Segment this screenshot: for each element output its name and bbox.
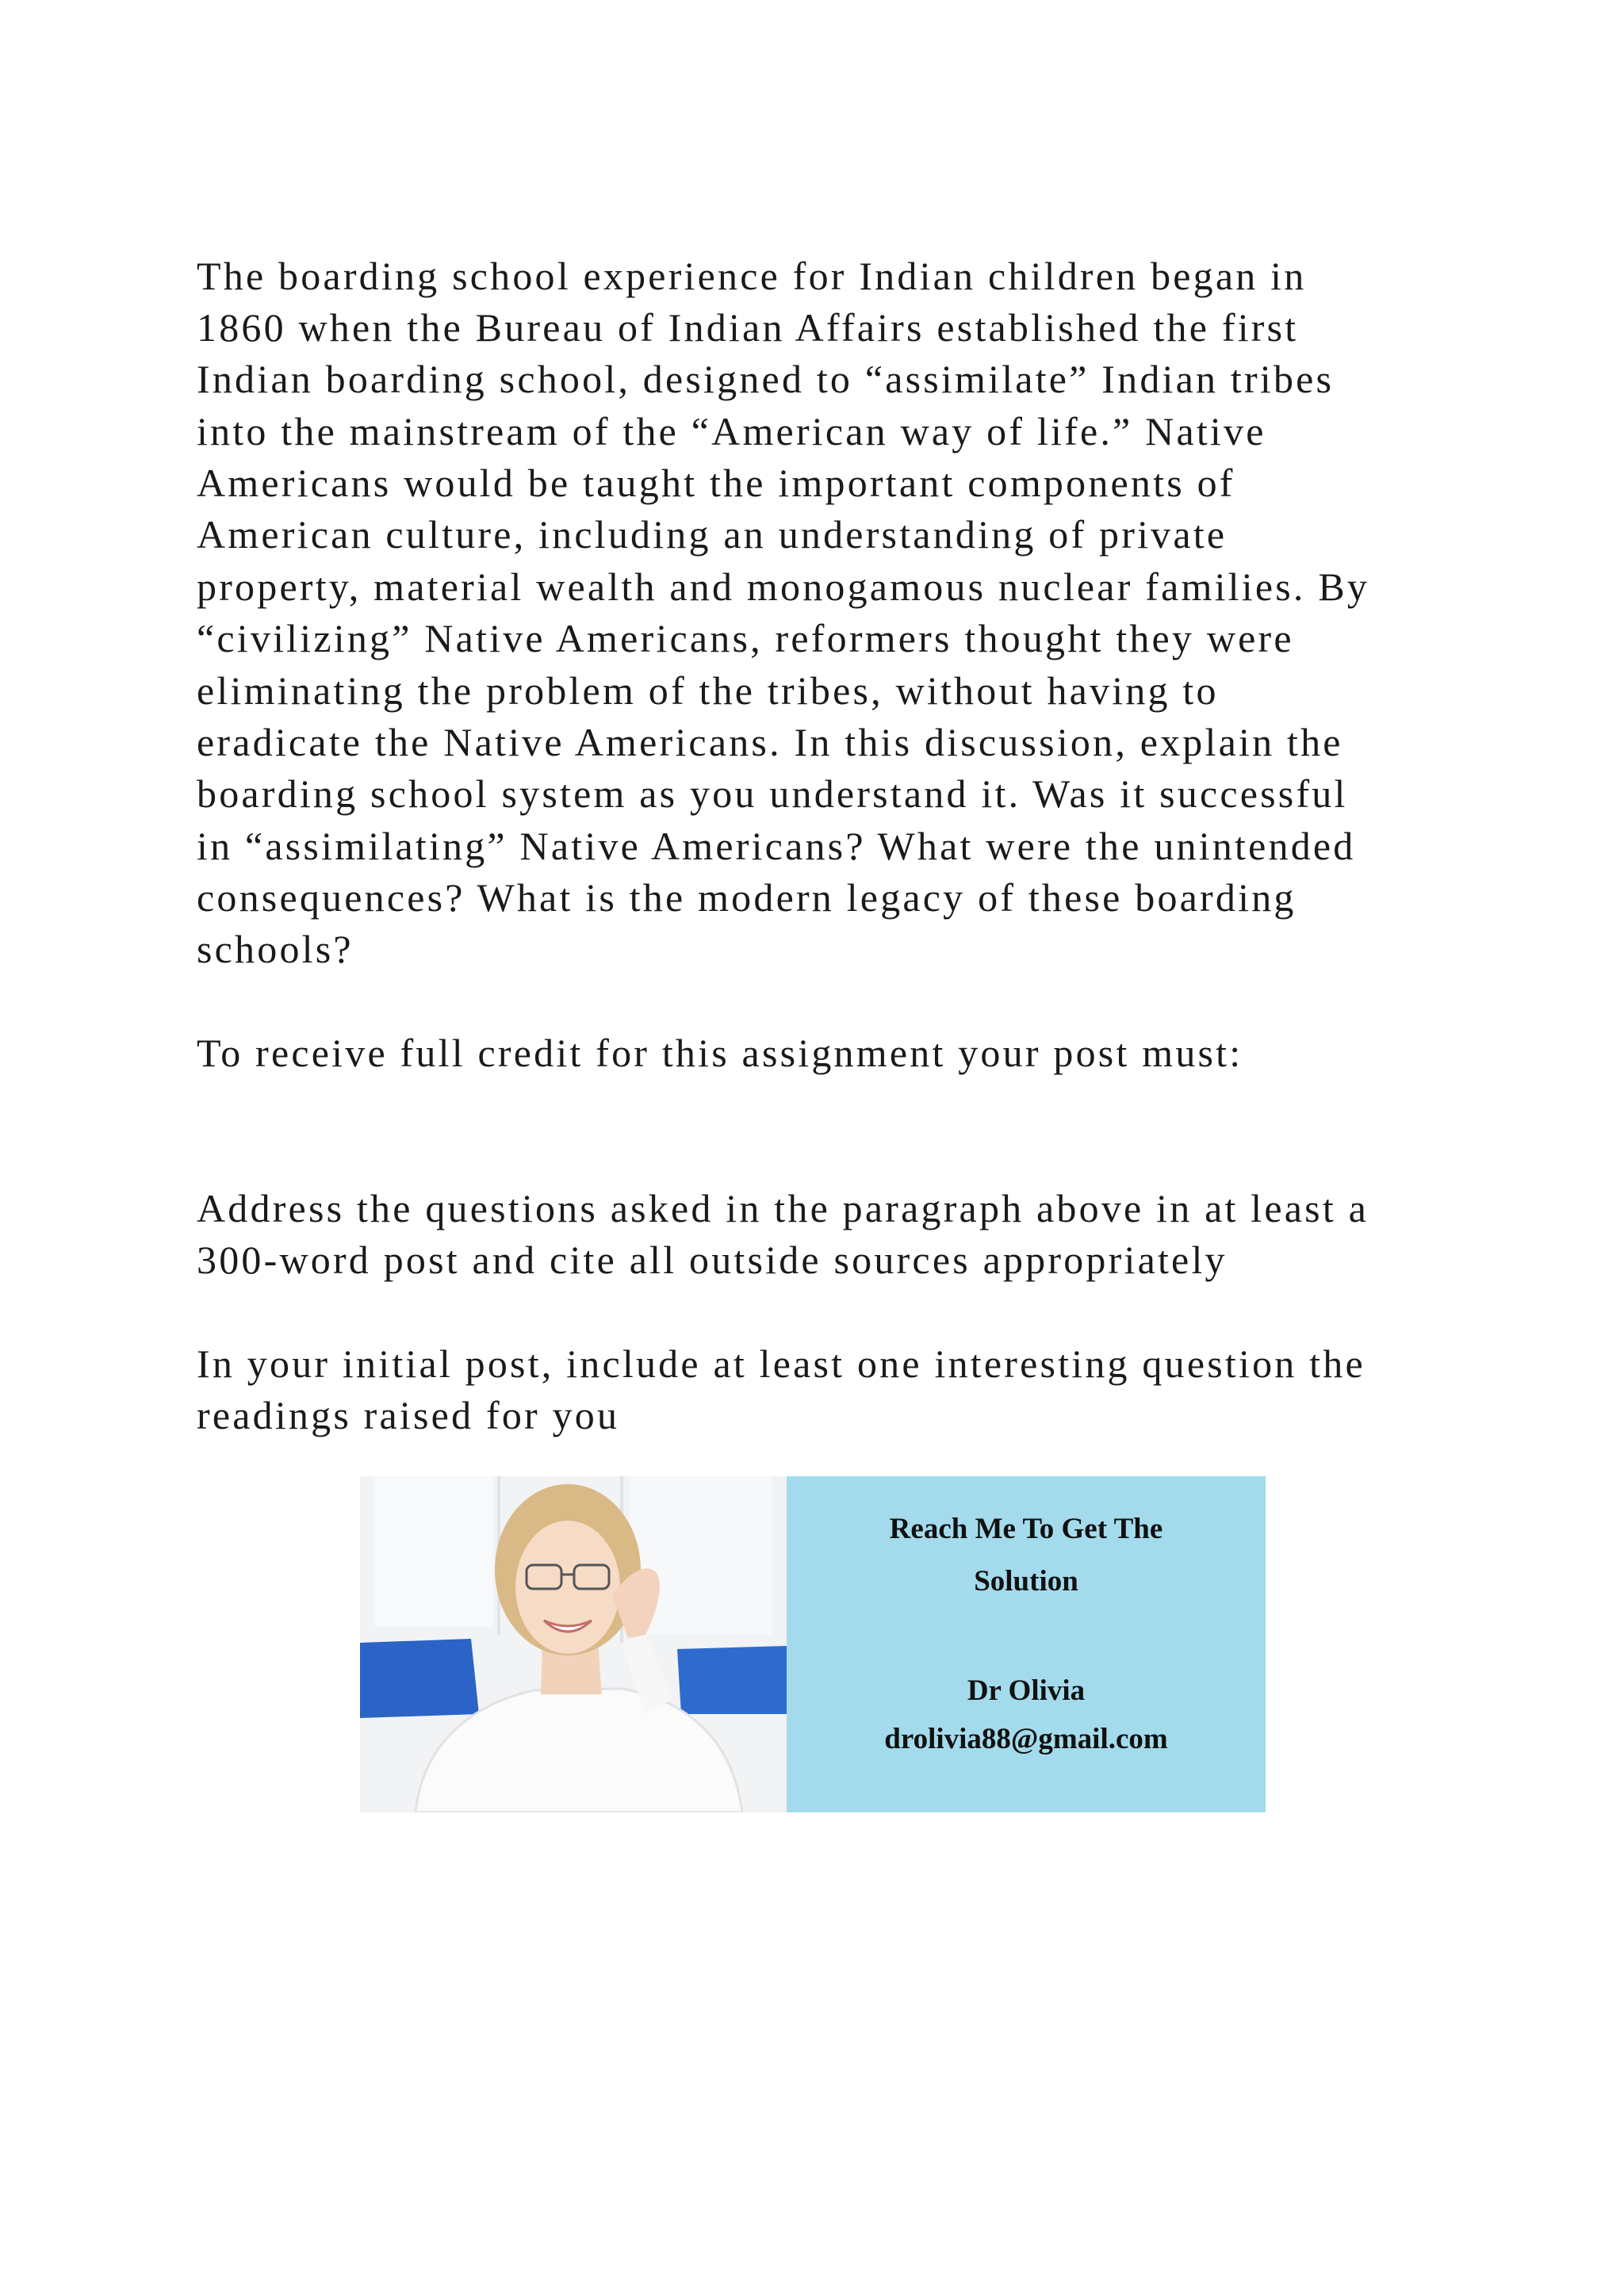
requirement-line: In your initial post, include at least one interesting question the bbox=[197, 1341, 1365, 1386]
tutor-photo bbox=[360, 1476, 787, 1812]
requirement-line: readings raised for you bbox=[197, 1393, 620, 1437]
contact-info-panel bbox=[787, 1476, 1266, 1812]
paragraph-line: into the mainstream of the “American way of life.” Native bbox=[197, 409, 1266, 453]
banner-headline-2: Solution bbox=[974, 1565, 1078, 1598]
banner-headline: Reach Me To Get The bbox=[889, 1513, 1163, 1545]
paragraph-line: in “assimilating” Native Americans? What were the unintended bbox=[197, 824, 1356, 868]
paragraph-line: To receive full credit for this assignment your post must: bbox=[197, 1031, 1243, 1075]
tutor-name: Dr Olivia bbox=[967, 1674, 1086, 1707]
paragraph-line: Americans would be taught the important components of bbox=[197, 461, 1235, 505]
paragraph-line: schools? bbox=[197, 927, 354, 971]
contact-banner bbox=[360, 1476, 1266, 1812]
paragraph-line: “civilizing” Native Americans, reformers thought they were bbox=[197, 616, 1294, 660]
requirement-line: Address the questions asked in the paragraph above in at least a bbox=[197, 1186, 1369, 1230]
paragraph-line: consequences? What is the modern legacy of these boarding bbox=[197, 875, 1297, 920]
paragraph-line: 1860 when the Bureau of Indian Affairs established the first bbox=[197, 305, 1299, 350]
paragraph-line: eradicate the Native Americans. In this discussion, explain the bbox=[197, 720, 1343, 764]
paragraph-line: American culture, including an understanding of private bbox=[197, 512, 1228, 557]
paragraph-line: The boarding school experience for Indian children began in bbox=[197, 254, 1307, 298]
contact-email: drolivia88@gmail.com bbox=[884, 1723, 1168, 1755]
paragraph-line: eliminating the problem of the tribes, without having to bbox=[197, 668, 1219, 713]
paragraph-line: property, material wealth and monogamous nuclear families. By bbox=[197, 564, 1370, 609]
requirement-line: 300-word post and cite all outside sources appropriately bbox=[197, 1238, 1228, 1282]
paragraph-line: Indian boarding school, designed to “assimilate” Indian tribes bbox=[197, 357, 1335, 401]
paragraph-line: boarding school system as you understand it. Was it successful bbox=[197, 771, 1348, 816]
